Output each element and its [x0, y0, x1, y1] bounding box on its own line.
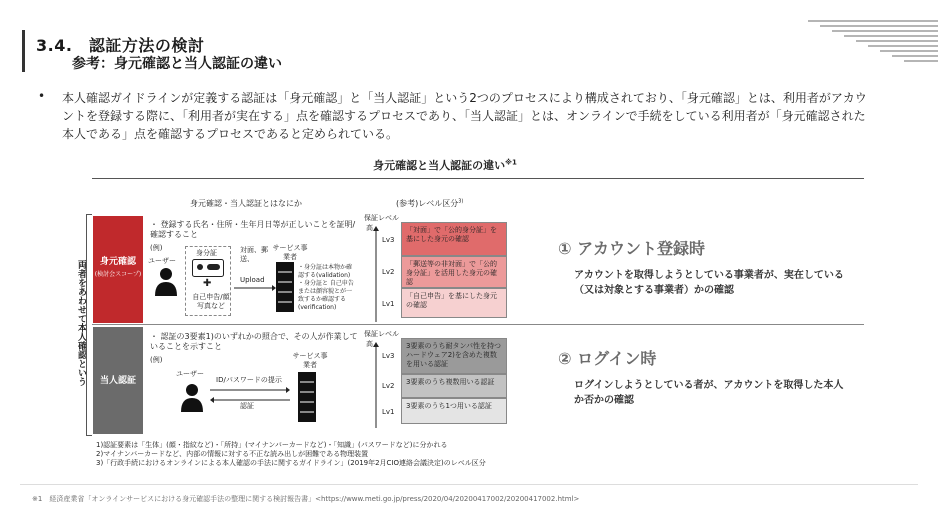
identity-box	[93, 216, 143, 323]
identity-level-heading: 保証レベル	[364, 214, 399, 222]
identity-level-high: 高	[366, 224, 373, 232]
auth-service-label: サービス事業者	[292, 352, 328, 369]
account-registration-heading: ① アカウント登録時	[558, 239, 705, 258]
page-subtitle: 参考：身元確認と当人認証の違い	[72, 56, 282, 72]
identity-lv2-box: 「郵送等の非対面」で「公的身分証」を活用した身元の確認	[401, 256, 507, 288]
upload-arrow	[234, 284, 276, 292]
user-icon	[154, 266, 178, 296]
identity-user-label: ユーザー	[148, 257, 176, 265]
identity-level-arrow	[373, 226, 379, 322]
login-heading: ② ログイン時	[558, 349, 657, 368]
side-label: 両者をあわせて本人確認という	[76, 260, 86, 386]
body-paragraph: 本人確認ガイドラインが定義する認証は「身元確認」と「当人認証」という2つのプロセスにより構成されており、「身元確認」とは、利用者がアカウントを登録する際に、「利用者が実在する」点を確認するプロセスであり、「当人認証」とは、オンラインで手続をしている利用者が「身元確認された本人である」点を確認するプロセスであると定められている。	[62, 91, 867, 141]
identity-notes: ・身分証は本物か確認する(validation) ・身分証と 自己申告または顔容貌とが一致するか確認する(verification)	[298, 264, 354, 311]
auth-lv3-label: Lv3	[382, 352, 395, 360]
plus-icon: ✚	[203, 278, 212, 289]
identity-lv1-box: 「自己申告」を基にした身元の確認	[401, 288, 507, 318]
account-registration-description: アカウントを取得しようとしている事業者が、実在している（又は対象とする事業者）かの確認	[574, 270, 844, 296]
auth-user-label: ユーザー	[176, 370, 204, 378]
identity-sub: (検討会スコープ)	[94, 271, 142, 278]
auth-label: 当人認証	[99, 376, 136, 386]
figure-footnotes	[96, 441, 486, 468]
channels-label: 対面、郵送、	[240, 246, 268, 263]
identity-service-label: サービス事業者	[272, 244, 308, 261]
id-card-note: 自己申告/顔写真など	[192, 293, 230, 310]
auth-user-icon	[180, 382, 204, 412]
auth-arrow-top-label: ID/パスワードの提示	[216, 376, 282, 384]
auth-level-heading: 保証レベル	[364, 330, 399, 338]
auth-lv2-label: Lv2	[382, 382, 395, 390]
server-icon	[276, 262, 294, 312]
auth-arrow-bottom-label: 認証	[240, 402, 254, 410]
auth-lv1-box: 3要素のうち1つ用いる認証	[401, 398, 507, 424]
auth-server-icon	[298, 372, 316, 422]
identity-label: 身元確認	[99, 257, 136, 267]
reference-note: ※1 経済産業省「オンラインサービスにおける身元確認手法の整理に関する検討報告書」<https://www.meti.go.jp/press/2020/04/20200417002/20200417002.html>	[32, 495, 580, 503]
row-divider	[92, 324, 864, 325]
identity-lv3-box: 「対面」で「公的身分証」を基にした身元の確認	[401, 222, 507, 256]
id-card-label: 身分証	[196, 249, 217, 257]
figure-title-note: ※1	[505, 158, 517, 167]
identity-lv3-label: Lv3	[382, 236, 395, 244]
id-card-icon	[192, 259, 224, 277]
column-header-right	[396, 198, 463, 209]
footnote-1: 1)認証要素は「生体」(顔・指紋など)・「所持」(マイナンバーカードなど)・「知識」(パスワードなど)に分かれる	[96, 441, 448, 449]
identity-description: ・ 登録する氏名・住所・生年月日等が正しいことを証明/確認すること	[150, 220, 356, 239]
identity-lv1-label: Lv1	[382, 300, 395, 308]
column-header-right-note: 3)	[458, 198, 464, 205]
auth-lv3-box: 3要素のうち耐タンパ性を持つハードウェア2)を含めた複数を用いる認証	[401, 338, 507, 374]
auth-box	[93, 327, 143, 434]
reference-divider	[20, 484, 918, 485]
column-header-left: 身元確認・当人認証とはなにか	[190, 199, 302, 208]
decorative-stripes	[798, 18, 938, 66]
figure-title-text: 身元確認と当人認証の違い	[373, 159, 506, 172]
footnote-3: 3)「行政手続におけるオンラインによる本人確認の手法に関するガイドライン」(2019年2月CIO連絡会議決定)のレベル区分	[96, 459, 486, 467]
auth-example: (例)	[150, 356, 163, 364]
login-description: ログインしようとしている者が、アカウントを取得した本人か否かの確認	[574, 380, 844, 406]
figure-title	[320, 157, 570, 173]
identity-lv2-label: Lv2	[382, 268, 395, 276]
auth-description: ・ 認証の3要素1)のいずれかの照合で、その人が作業していることを示すこと	[150, 332, 358, 351]
auth-level-high: 高	[366, 340, 373, 348]
column-header-right-text: (参考)レベル区分	[396, 199, 459, 208]
title-accent-bar	[22, 30, 25, 72]
side-bracket	[86, 214, 92, 436]
footnote-2: 2)マイナンバーカードなど、内部の情報に対する不正な読み出しが困難である物理装置	[96, 450, 369, 458]
figure-divider	[92, 178, 864, 179]
auth-lv1-label: Lv1	[382, 408, 395, 416]
identity-example: (例)	[150, 244, 163, 252]
page-title: 3.4. 認証方法の検討	[36, 36, 205, 55]
bullet-marker: •	[38, 89, 46, 103]
auth-lv2-box: 3要素のうち複数用いる認証	[401, 374, 507, 398]
auth-level-arrow	[373, 342, 379, 428]
upload-label: Upload	[240, 276, 265, 284]
auth-arrow-right	[210, 386, 290, 394]
